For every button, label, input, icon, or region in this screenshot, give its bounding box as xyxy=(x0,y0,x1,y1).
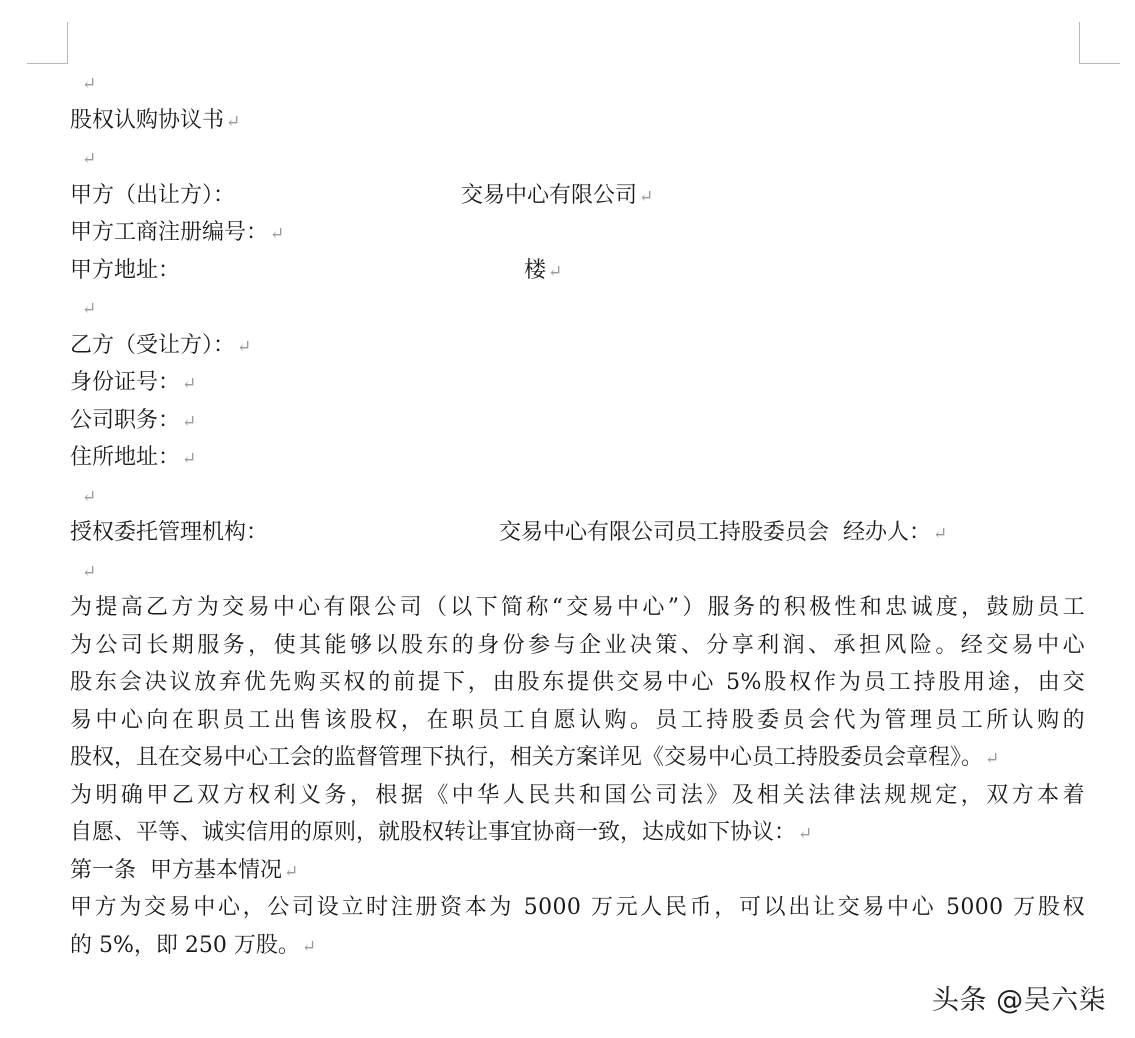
empty-paragraph xyxy=(70,139,1085,177)
party-a-line xyxy=(70,177,1085,215)
party-b-line: 乙方（受让方）： ↵ xyxy=(70,332,252,358)
paragraph-mark-icon: ↵ xyxy=(270,224,285,244)
id-number-line: 身份证号： ↵ xyxy=(70,370,197,395)
party-a-address-label: 甲方地址： xyxy=(70,257,181,283)
paragraph-mark-icon: ↵ xyxy=(82,74,97,94)
paragraph-mark-icon: ↵ xyxy=(639,186,654,207)
intro-line: 为公司长期服务，使其能够以股东的身份参与企业决策、分享利润、承担风险。经交易中心 xyxy=(70,632,1085,658)
document-body xyxy=(70,64,1085,964)
paragraph-mark-icon: ↵ xyxy=(985,749,1000,769)
purpose-last-line: 自愿、平等、诚实信用的原则，就股权转让事宜协商一致，达成如下协议： ↵ xyxy=(70,820,813,845)
paragraph-mark-icon: ↵ xyxy=(933,524,948,544)
paragraph-mark-icon: ↵ xyxy=(82,149,97,169)
intro-last-line: 股权，且在交易中心工会的监督管理下执行，相关方案详见《交易中心员工持股委员会章程》。 ↵ xyxy=(70,745,1000,770)
paragraph-mark-icon: ↵ xyxy=(82,561,97,582)
intro-line: 股东会决议放弃优先购买权的前提下，由股东提供交易中心 5%股权作为员工持股用途，由交 xyxy=(70,670,1085,695)
intro-line: 易中心向在职员工出售该股权，在职员工自愿认购。员工持股委员会代为管理员工所认购的 xyxy=(70,707,1085,733)
empty-paragraph xyxy=(70,289,1085,327)
paragraph-mark-icon: ↵ xyxy=(237,336,252,357)
party-a-address-value: 楼 ↵ xyxy=(524,257,563,283)
paragraph-mark-icon: ↵ xyxy=(226,111,241,132)
article-line: 甲方为交易中心，公司设立时注册资本为 5000 万元人民币，可以出让交易中心 5000 万股权 xyxy=(70,895,1085,920)
paragraph-mark-icon: ↵ xyxy=(798,824,813,844)
agency-value: 交易中心有限公司员工持股委员会 经办人： ↵ xyxy=(499,520,948,545)
page-corner-top-right xyxy=(1079,22,1120,64)
agency-line xyxy=(70,514,1085,552)
page-corner-top-left xyxy=(27,22,68,64)
empty-paragraph xyxy=(70,64,1085,102)
paragraph-mark-icon: ↵ xyxy=(82,486,97,507)
watermark: 头条 @吴六柒 xyxy=(932,985,1107,1016)
article-last-line: 的 5%，即 250 万股。 ↵ xyxy=(70,932,317,958)
party-a-address-line xyxy=(70,252,1085,290)
company-position-line: 公司职务： ↵ xyxy=(70,407,197,433)
paragraph-mark-icon: ↵ xyxy=(82,299,97,319)
paragraph-mark-icon: ↵ xyxy=(182,411,197,432)
party-a-label: 甲方（出让方）： xyxy=(70,182,236,208)
article-heading: 第一条 甲方基本情况 ↵ xyxy=(70,857,299,883)
empty-paragraph xyxy=(70,552,1085,590)
paragraph-mark-icon: ↵ xyxy=(284,861,299,882)
intro-line: 为提高乙方为交易中心有限公司（以下简称“交易中心”）服务的积极性和忠诚度，鼓励员工 xyxy=(70,595,1085,620)
empty-paragraph xyxy=(70,477,1085,515)
paragraph-mark-icon: ↵ xyxy=(182,374,197,394)
party-a-name: 交易中心有限公司 ↵ xyxy=(461,182,654,208)
purpose-line: 为明确甲乙双方权利义务，根据《中华人民共和国公司法》及相关法律法规规定，双方本着 xyxy=(70,782,1085,808)
paragraph-mark-icon: ↵ xyxy=(182,449,197,469)
paragraph-mark-icon: ↵ xyxy=(548,261,563,282)
residence-line: 住所地址： ↵ xyxy=(70,445,197,470)
party-a-reg-line: 甲方工商注册编号： ↵ xyxy=(70,220,285,245)
paragraph-mark-icon: ↵ xyxy=(301,936,317,957)
doc-title: 股权认购协议书 ↵ xyxy=(70,107,241,133)
agency-label: 授权委托管理机构： xyxy=(70,520,269,545)
